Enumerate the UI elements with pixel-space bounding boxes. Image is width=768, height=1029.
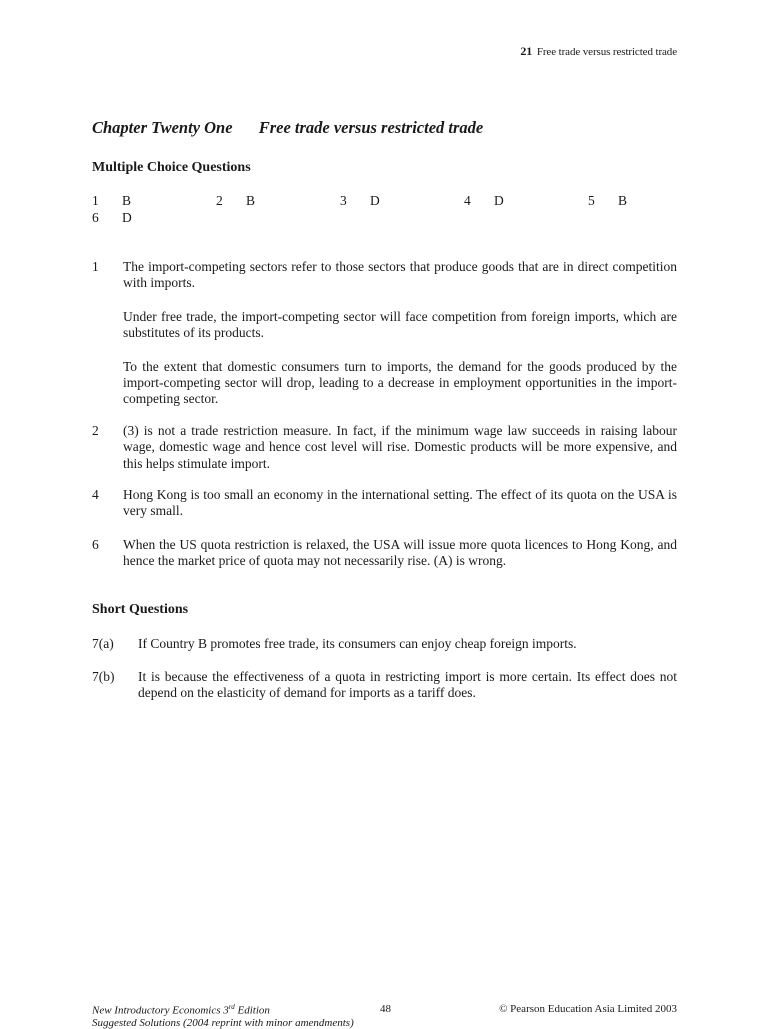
short-question-item — [92, 636, 677, 652]
footer-note: Suggested Solutions (2004 reprint with minor amendments) — [92, 1017, 354, 1029]
mcq-answer-letter: B — [246, 193, 256, 208]
explanation-item — [92, 259, 677, 408]
header-title: Free trade versus restricted trade — [536, 46, 677, 58]
explanation-paragraph: (3) is not a trade restriction measure. In fact, if the minimum wage law succeeds in raising labour wage, domestic wage and hence cost level will rise. Domestic products will be more expensive, and this helps stimulate import. — [123, 423, 677, 471]
short-question-number: 7(a) — [92, 636, 114, 651]
footer-edition-word: Edition — [234, 1004, 270, 1017]
short-question-text: It is because the effectiveness of a quota in restricting import is more certain. Its effect does not depend on the elasticity of demand for imports as a tariff does. — [138, 669, 677, 701]
explanation-number: 4 — [92, 487, 99, 502]
footer-edition-suffix: rd — [228, 1003, 235, 1011]
explanation-number: 1 — [92, 259, 99, 274]
mcq-question-number: 5 — [588, 193, 595, 208]
footer-book-title — [92, 1003, 270, 1017]
explanation-number: 2 — [92, 423, 99, 438]
mcq-answer-letter: D — [494, 193, 504, 208]
chapter-label: Chapter Twenty One — [92, 118, 233, 137]
explanation-item — [92, 423, 677, 472]
explanation-body — [123, 259, 677, 408]
mcq-answer-letter: B — [122, 193, 132, 208]
short-question-number: 7(b) — [92, 669, 115, 684]
footer-book-name: New Introductory Economics 3 — [92, 1004, 229, 1017]
explanation-paragraph: To the extent that domestic consumers turn to imports, the demand for the goods produced by the import-competing sector will drop, leading to a decrease in employment opportunities in the import-competing sector. — [123, 358, 677, 407]
explanation-item — [92, 537, 677, 570]
short-question-answer — [138, 669, 677, 702]
explanation-body — [123, 537, 677, 570]
explanation-number: 6 — [92, 537, 99, 552]
mcq-answer-letter: D — [122, 210, 132, 225]
explanation-paragraph: Under free trade, the import-competing sector will face competition from foreign imports, which are substitutes of its products. — [123, 308, 677, 341]
mcq-heading: Multiple Choice Questions — [92, 160, 251, 175]
mcq-question-number: 3 — [340, 193, 347, 208]
explanation-item — [92, 487, 677, 520]
page-number: 48 — [380, 1003, 391, 1015]
explanation-paragraph: When the US quota restriction is relaxed, the USA will issue more quota licences to Hong Kong, and hence the market price of quota may not necessarily rise. (A) is wrong. — [123, 537, 677, 569]
copyright-notice: © Pearson Education Asia Limited 2003 — [499, 1003, 677, 1015]
short-question-text: If Country B promotes free trade, its consumers can enjoy cheap foreign imports. — [138, 636, 577, 651]
running-header — [520, 44, 677, 59]
short-questions-heading: Short Questions — [92, 602, 189, 617]
explanation-body — [123, 423, 677, 472]
short-question-answer — [138, 636, 677, 652]
mcq-answer-letter: D — [370, 193, 380, 208]
explanation-paragraph: The import-competing sectors refer to those sectors that produce goods that are in direct competition with imports. — [123, 259, 677, 291]
explanation-body — [123, 487, 677, 520]
explanation-paragraph: Hong Kong is too small an economy in the international setting. The effect of its quota on the USA is very small. — [123, 487, 677, 519]
mcq-question-number: 1 — [92, 193, 99, 208]
header-chapter-number: 21 — [520, 44, 533, 58]
mcq-question-number: 4 — [464, 193, 471, 208]
chapter-title — [92, 118, 483, 138]
mcq-answer-letter: B — [618, 193, 628, 208]
mcq-question-number: 2 — [216, 193, 223, 208]
mcq-question-number: 6 — [92, 210, 99, 225]
chapter-topic: Free trade versus restricted trade — [258, 118, 484, 137]
short-question-item — [92, 669, 677, 702]
mcq-answer-row — [92, 210, 692, 227]
mcq-answer-row — [92, 193, 692, 210]
